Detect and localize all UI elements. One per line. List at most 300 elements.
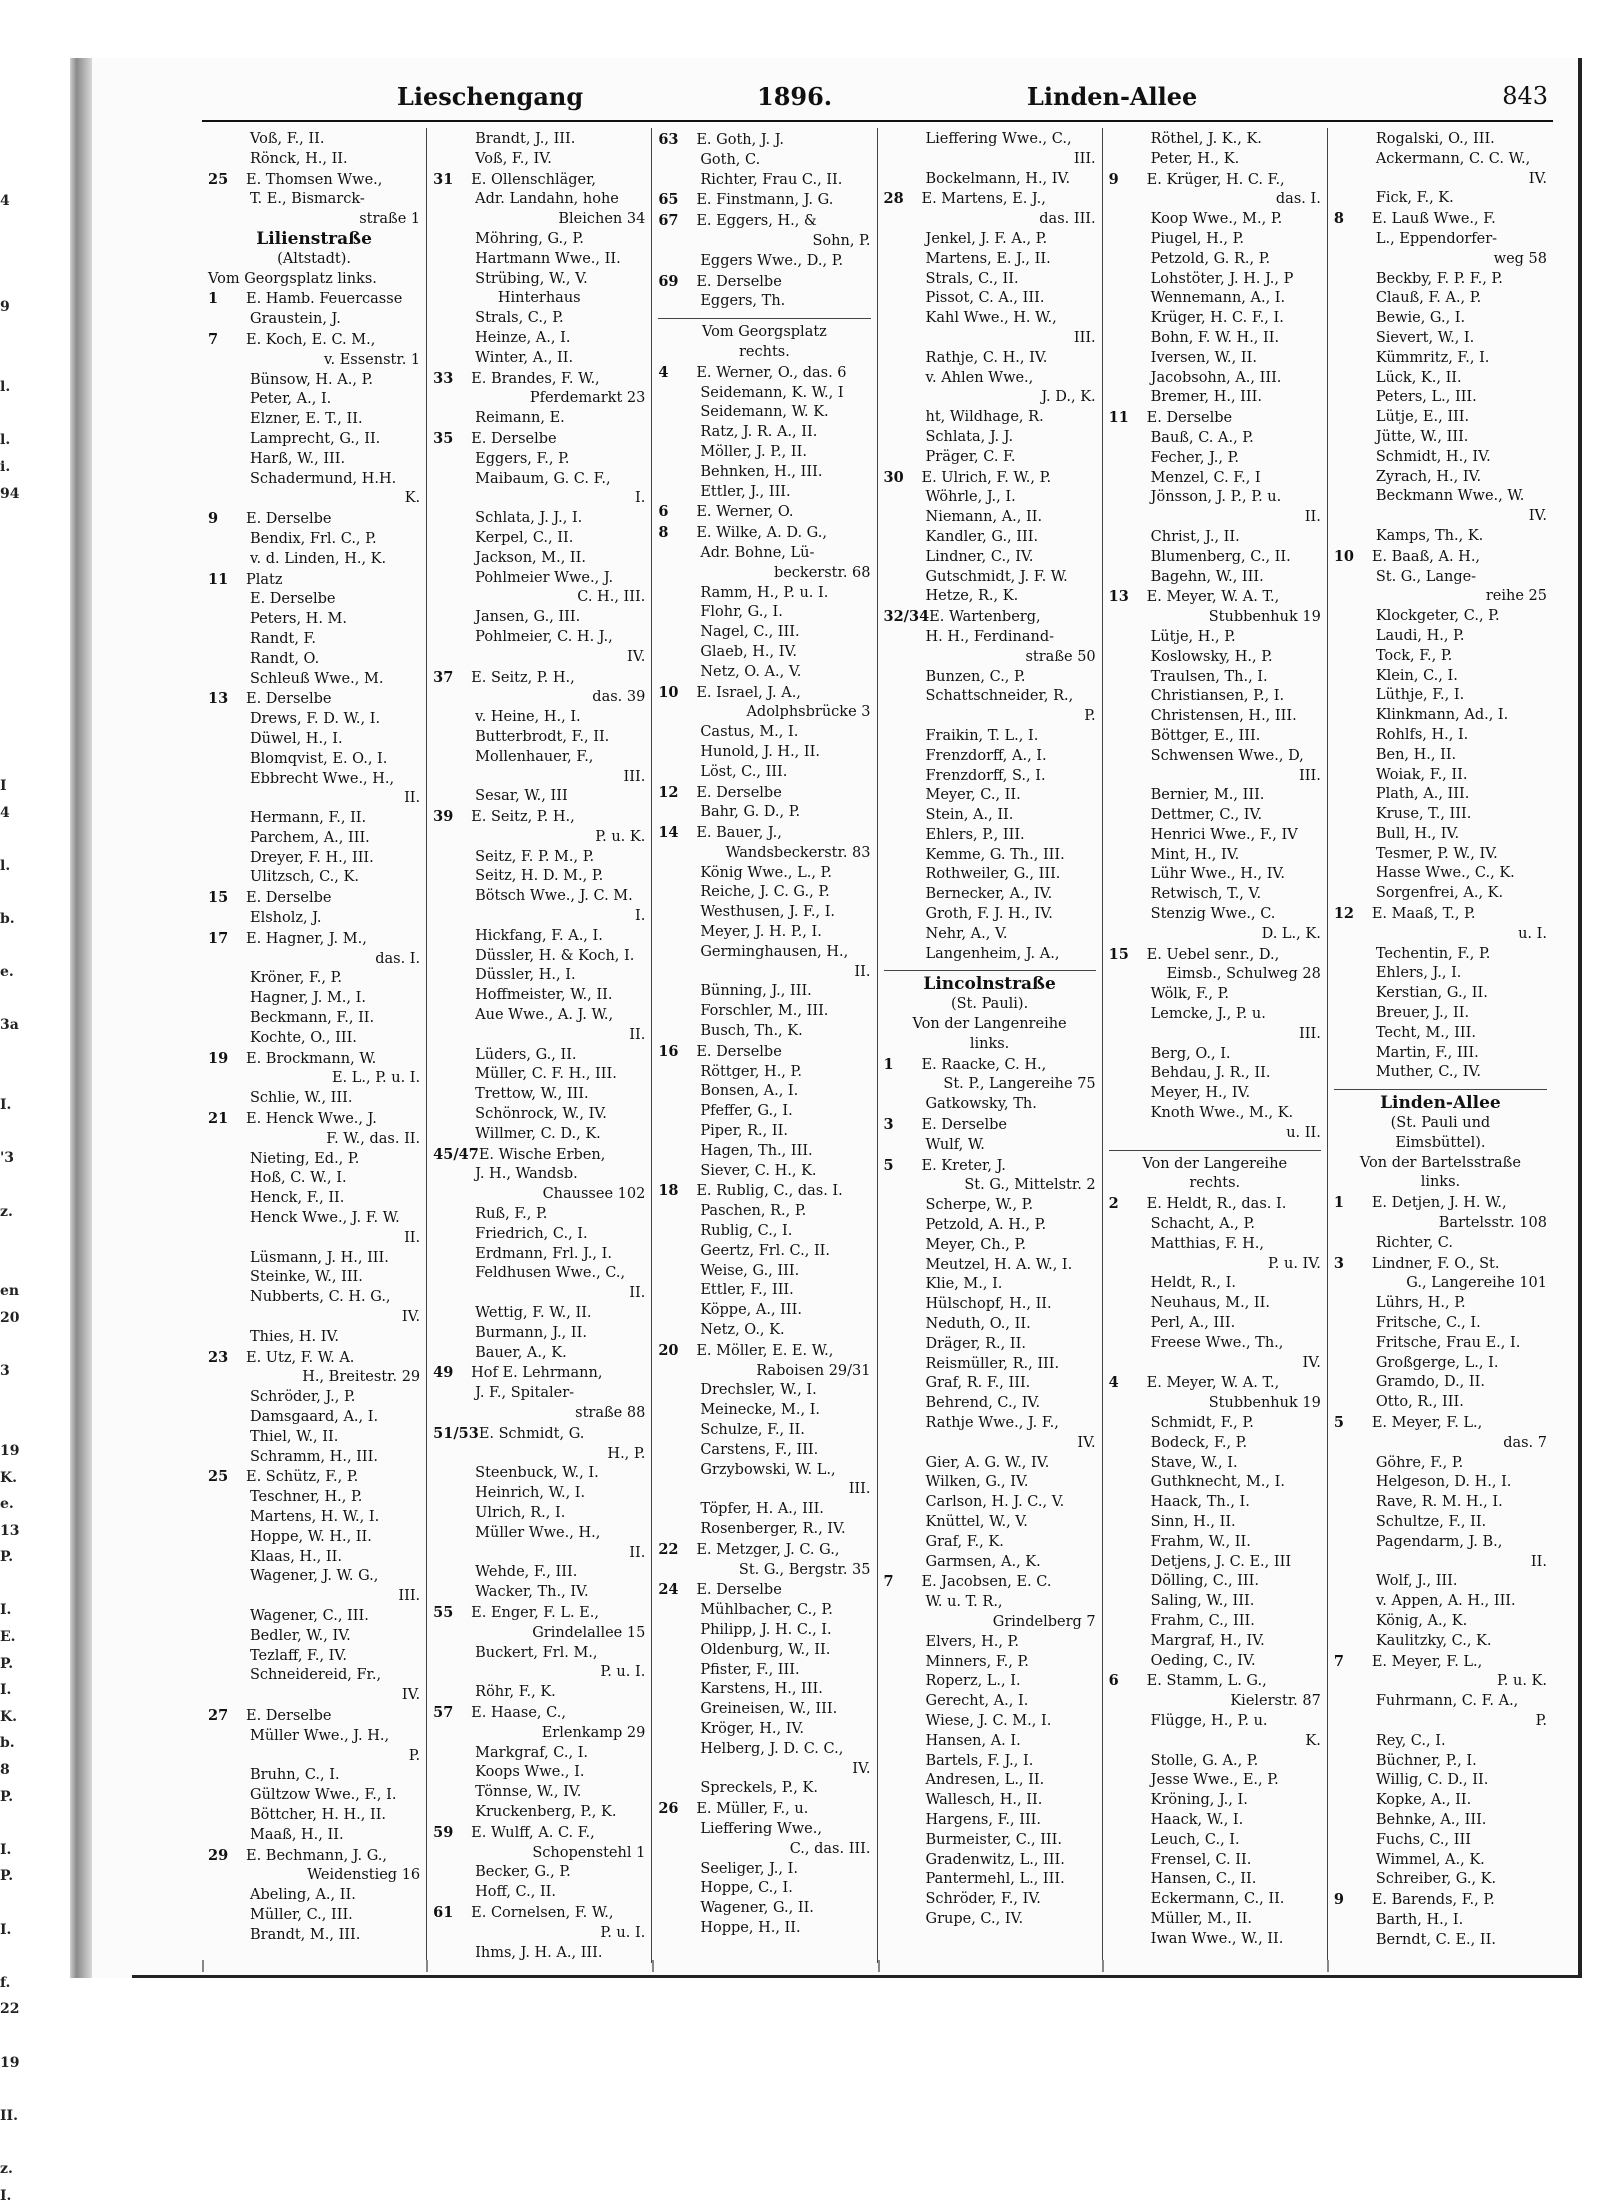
house-number: 49: [433, 1364, 454, 1382]
resident-line: [1109, 1255, 1321, 1275]
resident-line: [208, 1826, 420, 1846]
resident-line: [1334, 1513, 1547, 1533]
entry-text: Burmeister, C., III.: [925, 1831, 1062, 1848]
resident-line: [433, 210, 645, 230]
resident-line: [208, 1408, 420, 1428]
entry-text: IV.: [852, 1760, 871, 1777]
entry-text: P. u. IV.: [1267, 1255, 1321, 1272]
entry-text: Voß, F., II.: [250, 131, 325, 147]
resident-line: [658, 723, 870, 743]
house-number: 9: [208, 510, 219, 528]
resident-line: [1109, 648, 1321, 668]
adjacent-page-fragments: 4 9 l. l. i. 94 I 4 l. b. e. 3a I. '3 z. en 20 3 19 K. e. 13 P. I. E. P. I. K. b. 8 P. I. P. I. f. 22 19 II. z. I.: [0, 193, 20, 2204]
resident-line: [884, 995, 1096, 1015]
entry-text: Ehlers, P., III.: [925, 826, 1025, 843]
house-entry: [1109, 587, 1321, 608]
house-entry: [433, 1903, 645, 1924]
entry-text: J. D., K.: [1041, 389, 1096, 406]
entry-text: Meyer, H., IV.: [1150, 1085, 1251, 1102]
entry-text: Elvers, H., P.: [925, 1633, 1019, 1650]
entry-text: E. Krüger, H. C. F.,: [1146, 171, 1285, 188]
resident-line: [658, 603, 870, 623]
entry-text: Rey, C., I.: [1375, 1732, 1446, 1749]
resident-line: [1334, 1063, 1547, 1083]
entry-text: Von der Langenreihe: [912, 1016, 1067, 1033]
entry-text: Laudi, H., P.: [1375, 627, 1465, 644]
entry-text: E. Thomsen Wwe.,: [246, 171, 383, 188]
resident-line: [208, 750, 420, 770]
resident-line: [1109, 1274, 1321, 1294]
entry-text: Pagendarm, J. B.,: [1375, 1533, 1503, 1550]
entry-text: E. Hamb. Feuercasse: [246, 291, 403, 308]
entry-text: Becker, G., P.: [475, 1864, 571, 1881]
entry-text: Möller, J. P., II.: [700, 443, 807, 460]
entry-text: E. Derselbe: [246, 511, 332, 528]
entry-text: Goth, C.: [700, 151, 761, 168]
entry-text: Piugel, H., P.: [1150, 230, 1245, 247]
resident-line: [658, 1202, 870, 1222]
entry-text: Ackermann, C. C. W.,: [1375, 150, 1531, 167]
column-1: [202, 128, 427, 1963]
entry-text: Oldenburg, W., II.: [700, 1641, 831, 1658]
resident-line: [433, 688, 645, 708]
resident-line: [1334, 369, 1547, 389]
entry-text: Richter, C.: [1375, 1234, 1453, 1251]
resident-line: [884, 846, 1096, 866]
entry-text: III.: [1299, 767, 1321, 784]
resident-line: [433, 1046, 645, 1066]
entry-text: Bodeck, F., P.: [1150, 1434, 1248, 1451]
resident-line: [658, 1840, 870, 1860]
entry-text: Bockelmann, H., IV.: [925, 170, 1071, 187]
entry-text: Thies, H. IV.: [250, 1328, 340, 1345]
house-number: 15: [208, 889, 229, 907]
entry-text: Gerecht, A., I.: [925, 1693, 1029, 1710]
resident-line: [884, 1454, 1096, 1474]
entry-text: Neuhaus, M., II.: [1150, 1295, 1270, 1312]
resident-line: [433, 1683, 645, 1703]
resident-line: [433, 1624, 645, 1644]
entry-text: E. Haase, C.,: [471, 1704, 566, 1721]
resident-line: [1109, 1215, 1321, 1235]
house-number: 17: [208, 929, 229, 947]
resident-line: [433, 966, 645, 986]
entry-text: E. Derselbe: [1146, 410, 1233, 427]
resident-line: [658, 171, 870, 191]
entry-text: v. d. Linden, H., K.: [250, 550, 387, 567]
running-head-left: Lieschengang: [397, 82, 584, 111]
resident-line: [208, 1647, 420, 1667]
entry-text: Wagener, C., III.: [250, 1607, 369, 1624]
resident-line: [1334, 1434, 1547, 1454]
resident-line: [433, 1924, 645, 1944]
resident-line: [884, 150, 1096, 170]
entry-text: H., P.: [607, 1445, 646, 1462]
entry-text: Jesse Wwe., E., P.: [1150, 1772, 1279, 1789]
resident-line: [658, 1820, 870, 1840]
house-entry: [658, 363, 870, 384]
entry-text: K.: [404, 490, 421, 507]
entry-text: H., Breitestr. 29: [302, 1369, 421, 1386]
resident-line: [1334, 1931, 1547, 1951]
entry-text: Leuch, C., I.: [1150, 1831, 1240, 1848]
resident-line: [658, 1262, 870, 1282]
entry-text: J. F., Spitaler-: [475, 1385, 575, 1402]
entry-text: Lindner, C., IV.: [925, 548, 1034, 565]
resident-line: [1334, 1732, 1547, 1752]
entry-text: Schneidereid, Fr.,: [250, 1667, 382, 1684]
entry-text: Bohn, F. W. H., II.: [1150, 329, 1280, 346]
entry-text: E. Werner, O.: [696, 504, 794, 521]
entry-text: Düssler, H., I.: [475, 967, 576, 984]
entry-text: Präger, C. F.: [925, 448, 1016, 465]
directory-columns: [202, 128, 1553, 1961]
entry-text: v. Ahlen Wwe.,: [925, 369, 1034, 386]
house-number: 31: [433, 170, 454, 188]
entry-text: rechts.: [738, 343, 790, 360]
resident-line: [1334, 230, 1547, 250]
resident-line: [208, 1866, 420, 1886]
section-divider: [658, 318, 870, 319]
resident-line: [658, 584, 870, 604]
entry-text: Hagen, Th., III.: [700, 1142, 813, 1159]
entry-text: E. Derselbe: [471, 430, 557, 447]
resident-line: [884, 747, 1096, 767]
house-number: 12: [658, 783, 679, 801]
entry-text: E. Seitz, P. H.,: [471, 809, 575, 826]
resident-line: [884, 568, 1096, 588]
entry-text: Rohlfs, H., I.: [1375, 726, 1469, 743]
house-number: 9: [1108, 170, 1119, 188]
house-entry: [884, 1572, 1096, 1593]
entry-text: E. Derselbe: [696, 1582, 782, 1599]
entry-text: E. Wische Erben,: [478, 1146, 606, 1163]
resident-line: [1334, 884, 1547, 904]
resident-line: [1109, 469, 1321, 489]
resident-line: [433, 1006, 645, 1026]
header-rule: [202, 120, 1553, 122]
resident-line: [208, 868, 420, 888]
resident-line: [433, 470, 645, 490]
resident-line: [1109, 687, 1321, 707]
entry-text: Löst, C., III.: [700, 763, 788, 780]
entry-text: Hunold, J. H., II.: [700, 743, 820, 760]
entry-text: Kröger, H., IV.: [700, 1720, 804, 1737]
resident-line: [1109, 985, 1321, 1005]
entry-text: Pohlmeier, C. H. J.,: [475, 628, 613, 645]
entry-text: Neduth, O., II.: [925, 1316, 1031, 1333]
entry-text: Westhusen, J. F., I.: [700, 904, 836, 921]
resident-line: [658, 1242, 870, 1262]
column-mark: [878, 1960, 880, 1972]
house-number: 1: [208, 290, 219, 308]
entry-text: Chaussee 102: [542, 1186, 646, 1203]
entry-text: Klaas, H., II.: [250, 1548, 342, 1565]
entry-text: E. Bechmann, J. G.,: [246, 1847, 387, 1864]
resident-line: [208, 190, 420, 210]
resident-line: [208, 630, 420, 650]
resident-line: [658, 844, 870, 864]
entry-text: Stubbenhuk 19: [1208, 609, 1321, 626]
entry-text: Buckert, Frl. M.,: [475, 1644, 598, 1661]
resident-line: [1109, 1174, 1321, 1194]
entry-text: Düwel, H., I.: [250, 730, 343, 747]
house-number: 45/47: [433, 1145, 479, 1163]
entry-text: Burmann, J., II.: [475, 1324, 587, 1341]
resident-line: [1109, 230, 1321, 250]
entry-text: Ramm, H., P. u. I.: [700, 584, 829, 601]
entry-text: das. I.: [1275, 191, 1321, 208]
house-entry: [658, 502, 870, 523]
entry-text: Steinke, W., III.: [250, 1269, 363, 1286]
resident-line: [208, 1328, 420, 1348]
resident-line: [658, 1321, 870, 1341]
entry-text: E. Israel, J. A.,: [696, 684, 801, 701]
entry-text: St. G., Bergstr. 35: [738, 1561, 871, 1578]
entry-text: Castus, M., I.: [700, 724, 799, 741]
resident-line: [1334, 349, 1547, 369]
resident-line: [658, 1142, 870, 1162]
resident-line: [1109, 1124, 1321, 1144]
resident-line: [884, 1732, 1096, 1752]
bottom-column-marks: [202, 1958, 1553, 1972]
entry-text: Großgerge, L., I.: [1375, 1354, 1499, 1371]
entry-text: Strals, C., P.: [475, 310, 564, 327]
resident-line: [884, 508, 1096, 528]
resident-line: [1109, 1434, 1321, 1454]
resident-line: [208, 1786, 420, 1806]
resident-line: [884, 945, 1096, 965]
resident-line: [884, 1095, 1096, 1115]
entry-text: E. Meyer, F. L.,: [1371, 1653, 1483, 1670]
entry-text: Friedrich, C., I.: [475, 1225, 588, 1242]
resident-line: [1109, 309, 1321, 329]
house-entry: [1334, 1890, 1547, 1911]
resident-line: [658, 423, 870, 443]
house-number: 5: [883, 1156, 894, 1174]
entry-text: II.: [854, 963, 871, 980]
entry-text: Bleichen 34: [558, 211, 646, 228]
entry-text: Wölk, F., P.: [1150, 986, 1230, 1003]
entry-text: Martens, H. W., I.: [250, 1508, 380, 1525]
resident-line: [658, 323, 870, 343]
resident-line: [208, 1766, 420, 1786]
house-entry: [433, 1603, 645, 1624]
entry-text: Bremer, H., III.: [1150, 389, 1262, 406]
resident-line: [1109, 1025, 1321, 1045]
resident-line: [208, 351, 420, 371]
entry-text: Schattschneider, R.,: [925, 688, 1074, 705]
resident-line: [433, 150, 645, 170]
resident-line: [1334, 1173, 1547, 1193]
house-entry: [208, 509, 420, 530]
entry-text: Eggers Wwe., D., P.: [700, 252, 844, 269]
resident-line: [658, 1122, 870, 1142]
resident-line: [433, 1026, 645, 1046]
house-entry: [1109, 1194, 1321, 1215]
entry-text: Raboisen 29/31: [756, 1362, 871, 1379]
entry-text: Weise, G., III.: [700, 1262, 800, 1279]
entry-text: Kruse, T., III.: [1375, 806, 1472, 823]
entry-text: Hansen, A. I.: [925, 1732, 1021, 1749]
entry-text: Töpfer, H. A., III.: [700, 1501, 824, 1518]
resident-line: [433, 389, 645, 409]
resident-line: [1109, 1414, 1321, 1434]
resident-line: [1334, 1373, 1547, 1393]
entry-text: Klie, M., I.: [925, 1276, 1003, 1293]
resident-line: [433, 549, 645, 569]
entry-text: Mint, H., IV.: [1150, 846, 1240, 863]
entry-text: Bruhn, C., I.: [250, 1767, 340, 1784]
entry-text: Grindelallee 15: [532, 1624, 646, 1641]
column-mark: [426, 1960, 428, 1972]
house-number: 2: [1108, 1195, 1119, 1213]
entry-text: Rublig, C., I.: [700, 1223, 793, 1240]
entry-text: G., Langereihe 101: [1406, 1275, 1547, 1292]
resident-line: [433, 250, 645, 270]
resident-line: [208, 150, 420, 170]
house-entry: [208, 289, 420, 310]
resident-line: [658, 1720, 870, 1740]
resident-line: [208, 1169, 420, 1189]
resident-line: [433, 1803, 645, 1823]
resident-line: [884, 668, 1096, 688]
entry-text: Kerpel, C., II.: [475, 529, 574, 546]
resident-line: [1334, 1334, 1547, 1354]
house-number: 25: [208, 1468, 229, 1486]
entry-text: E. Raacke, C. H.,: [921, 1056, 1047, 1073]
entry-text: Knüttel, W., V.: [925, 1513, 1028, 1530]
resident-line: [208, 710, 420, 730]
section-divider: [1334, 1089, 1547, 1090]
entry-text: Wolf, J., III.: [1375, 1573, 1458, 1590]
entry-text: E. Koch, E. C. M.,: [246, 331, 376, 348]
entry-text: reihe 25: [1485, 588, 1547, 605]
entry-text: Hoß, C. W., I.: [250, 1170, 347, 1187]
resident-line: [1109, 388, 1321, 408]
page-gutter: [70, 58, 92, 1978]
entry-text: E. Baaß, A. H.,: [1371, 548, 1481, 565]
resident-line: [884, 1633, 1096, 1653]
house-entry: [433, 1145, 645, 1166]
entry-text: Dreyer, F. H., III.: [250, 849, 374, 866]
resident-line: [884, 1335, 1096, 1355]
resident-line: [208, 270, 420, 290]
entry-text: Grzybowski, W. L.,: [700, 1461, 836, 1478]
resident-line: [1334, 1114, 1547, 1134]
entry-text: Iversen, W., II.: [1150, 349, 1257, 366]
entry-text: Piper, R., II.: [700, 1123, 788, 1140]
resident-line: [1334, 448, 1547, 468]
house-entry: [658, 783, 870, 804]
house-entry: [658, 1580, 870, 1601]
resident-line: [1334, 250, 1547, 270]
entry-text: Rogalski, O., III.: [1375, 131, 1495, 147]
resident-line: [658, 663, 870, 683]
entry-text: Bartels, F. J., I.: [925, 1752, 1034, 1769]
resident-line: [658, 1002, 870, 1022]
resident-line: [658, 943, 870, 963]
resident-line: [208, 1627, 420, 1647]
entry-text: II.: [404, 790, 421, 807]
entry-text: Krüger, H. C. F., I.: [1150, 310, 1284, 327]
resident-line: [208, 650, 420, 670]
entry-text: Kandler, G., III.: [925, 528, 1039, 545]
entry-text: Fritsche, Frau E., I.: [1375, 1334, 1521, 1351]
entry-text: Elsholz, J.: [250, 910, 322, 927]
house-entry: [658, 823, 870, 844]
entry-text: E. Seitz, P. H.,: [471, 669, 575, 686]
entry-text: Wettig, F. W., II.: [475, 1305, 592, 1322]
entry-text: Tezlaff, F., IV.: [250, 1647, 347, 1664]
house-number: 67: [658, 212, 679, 230]
entry-text: Beckmann Wwe., W.: [1375, 488, 1525, 505]
entry-text: P.: [408, 1747, 421, 1764]
entry-text: E. Finstmann, J. G.: [696, 192, 834, 209]
page-bottom-edge: [132, 1975, 1578, 1978]
entry-text: Dräger, R., II.: [925, 1335, 1026, 1352]
resident-line: [1334, 667, 1547, 687]
entry-text: Sohn, P.: [812, 232, 871, 249]
entry-text: Hickfang, F. A., I.: [475, 927, 603, 944]
entry-text: Rönck, H., II.: [250, 150, 348, 167]
resident-line: [208, 550, 420, 570]
resident-line: [884, 1075, 1096, 1095]
resident-line: [433, 947, 645, 967]
entry-text: Stenzig Wwe., C.: [1150, 906, 1276, 923]
entry-text: E. Derselbe: [246, 691, 332, 708]
entry-text: Schlie, W., III.: [250, 1090, 353, 1107]
resident-line: [1109, 150, 1321, 170]
resident-line: [1334, 527, 1547, 547]
entry-text: Wagener, J. W. G.,: [250, 1568, 379, 1585]
entry-text: Bernecker, A., IV.: [925, 886, 1053, 903]
entry-text: III.: [848, 1481, 871, 1498]
resident-line: [884, 1870, 1096, 1890]
entry-text: P. u. I.: [600, 1924, 646, 1941]
resident-line: [208, 1926, 420, 1946]
resident-line: [1334, 1024, 1547, 1044]
entry-text: Schröder, J., P.: [250, 1389, 356, 1406]
entry-text: E. Hagner, J. M.,: [246, 930, 367, 947]
house-number: 63: [658, 131, 679, 148]
resident-line: [433, 588, 645, 608]
resident-line: [884, 1374, 1096, 1394]
house-number: 10: [658, 683, 679, 701]
entry-text: Von der Bartelsstraße: [1359, 1154, 1521, 1171]
entry-text: Ettler, J., III.: [700, 483, 791, 500]
entry-text: P. u. I.: [600, 1664, 646, 1681]
resident-line: [208, 849, 420, 869]
entry-text: Schmidt, H., IV.: [1375, 448, 1491, 465]
resident-line: [658, 1779, 870, 1799]
house-entry: [658, 190, 870, 211]
resident-line: [1109, 846, 1321, 866]
resident-line: [658, 1661, 870, 1681]
entry-text: Schulze, F., II.: [700, 1422, 805, 1438]
resident-line: [1334, 130, 1547, 150]
entry-text: Lück, K., II.: [1375, 369, 1462, 386]
resident-line: [884, 1394, 1096, 1414]
resident-line: [1109, 786, 1321, 806]
entry-text: E. Möller, E. E. W.,: [696, 1342, 834, 1359]
resident-line: [658, 483, 870, 503]
resident-line: [658, 151, 870, 171]
entry-text: Zyrach, H., IV.: [1375, 468, 1482, 485]
column-mark: [202, 1960, 204, 1972]
resident-line: [658, 1281, 870, 1301]
house-entry: [208, 888, 420, 909]
